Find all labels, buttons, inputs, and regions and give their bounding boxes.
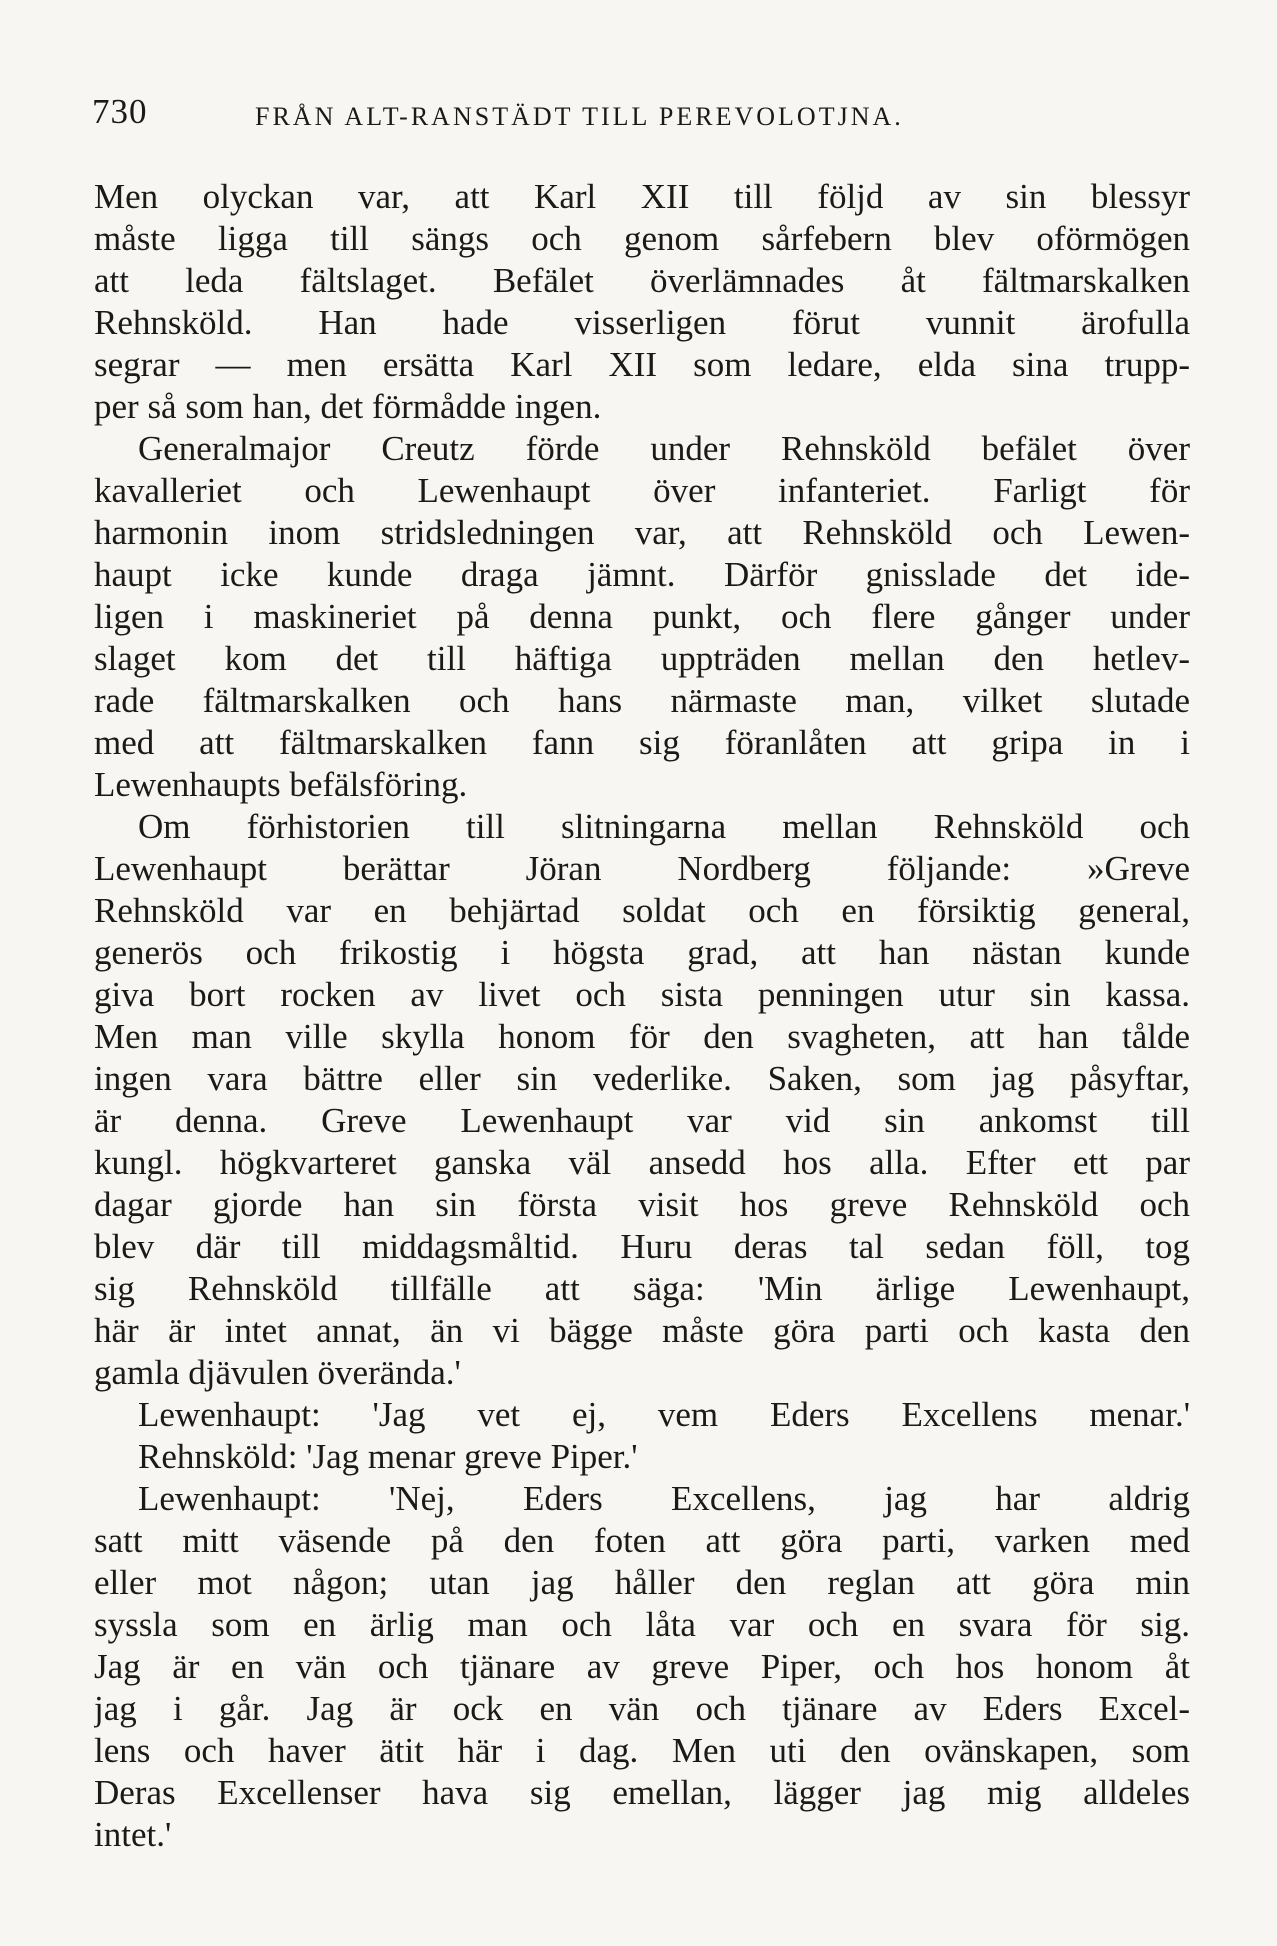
text-line: kungl. högkvarteret ganska väl ansedd hos alla. Efter ett par	[94, 1143, 1190, 1182]
text-line: per så som han, det förmådde ingen.	[94, 387, 602, 426]
text-line: Lewenhaupt: 'Nej, Eders Excellens, jag har aldrig	[138, 1479, 1190, 1518]
text-line: sig Rehnsköld tillfälle att säga: 'Min ärlige Lewenhaupt,	[94, 1269, 1190, 1308]
text-line: Deras Excellenser hava sig emellan, lägger jag mig alldeles	[94, 1773, 1190, 1812]
text-line: här är intet annat, än vi bägge måste göra parti och kasta den	[94, 1311, 1190, 1350]
text-line: är denna. Greve Lewenhaupt var vid sin ankomst till	[94, 1101, 1190, 1140]
text-line: rade fältmarskalken och hans närmaste man, vilket slutade	[94, 681, 1190, 720]
text-line: slaget kom det till häftiga uppträden mellan den hetlev-	[94, 639, 1190, 678]
text-line: syssla som en ärlig man och låta var och en svara för sig.	[94, 1605, 1190, 1644]
text-line: eller mot någon; utan jag håller den reglan att göra min	[94, 1563, 1190, 1602]
text-line: segrar — men ersätta Karl XII som ledare, elda sina trupp-	[94, 345, 1190, 384]
text-line: Men olyckan var, att Karl XII till följd av sin blessyr	[94, 177, 1190, 216]
text-line: gamla djävulen överända.'	[94, 1353, 461, 1392]
text-line: haupt icke kunde draga jämnt. Därför gnisslade det ide-	[94, 555, 1190, 594]
text-line: Lewenhaupt: 'Jag vet ej, vem Eders Excellens menar.'	[138, 1395, 1190, 1434]
text-line: Rehnsköld. Han hade visserligen förut vunnit ärofulla	[94, 303, 1190, 342]
running-title: FRÅN ALT-RANSTÄDT TILL PEREVOLOTJNA.	[255, 102, 904, 131]
text-line: generös och frikostig i högsta grad, att han nästan kunde	[94, 933, 1190, 972]
page-number: 730	[92, 92, 148, 131]
text-line: harmonin inom stridsledningen var, att Rehnsköld och Lewen-	[94, 513, 1190, 552]
text-line: satt mitt väsende på den foten att göra parti, varken med	[94, 1521, 1190, 1560]
text-line: blev där till middagsmåltid. Huru deras tal sedan föll, tog	[94, 1227, 1190, 1266]
text-line: med att fältmarskalken fann sig föranlåten att gripa in i	[94, 723, 1190, 762]
text-line: jag i går. Jag är ock en vän och tjänare av Eders Excel-	[94, 1689, 1190, 1728]
text-line: intet.'	[94, 1815, 172, 1854]
running-head	[92, 92, 1192, 142]
text-line: lens och haver ätit här i dag. Men uti den ovänskapen, som	[94, 1731, 1190, 1770]
text-line: Lewenhaupt berättar Jöran Nordberg följande: »Greve	[94, 849, 1190, 888]
text-line: Generalmajor Creutz förde under Rehnsköld befälet över	[138, 429, 1190, 468]
text-line: Om förhistorien till slitningarna mellan Rehnsköld och	[138, 807, 1190, 846]
text-line: ingen vara bättre eller sin vederlike. Saken, som jag påsyftar,	[94, 1059, 1190, 1098]
text-line: kavalleriet och Lewenhaupt över infanteriet. Farligt för	[94, 471, 1190, 510]
body-text	[94, 176, 1190, 1856]
text-line: Rehnsköld: 'Jag menar greve Piper.'	[138, 1437, 638, 1476]
text-line: ligen i maskineriet på denna punkt, och flere gånger under	[94, 597, 1190, 636]
text-line: Jag är en vän och tjänare av greve Piper, och hos honom åt	[94, 1647, 1190, 1686]
text-line: giva bort rocken av livet och sista penningen utur sin kassa.	[94, 975, 1190, 1014]
text-line: dagar gjorde han sin första visit hos greve Rehnsköld och	[94, 1185, 1190, 1224]
text-line: måste ligga till sängs och genom sårfebern blev oförmögen	[94, 219, 1190, 258]
text-line: Lewenhaupts befälsföring.	[94, 765, 468, 804]
text-line: att leda fältslaget. Befälet överlämnades åt fältmarskalken	[94, 261, 1190, 300]
text-line: Rehnsköld var en behjärtad soldat och en försiktig general,	[94, 891, 1190, 930]
text-line: Men man ville skylla honom för den svagheten, att han tålde	[94, 1017, 1190, 1056]
